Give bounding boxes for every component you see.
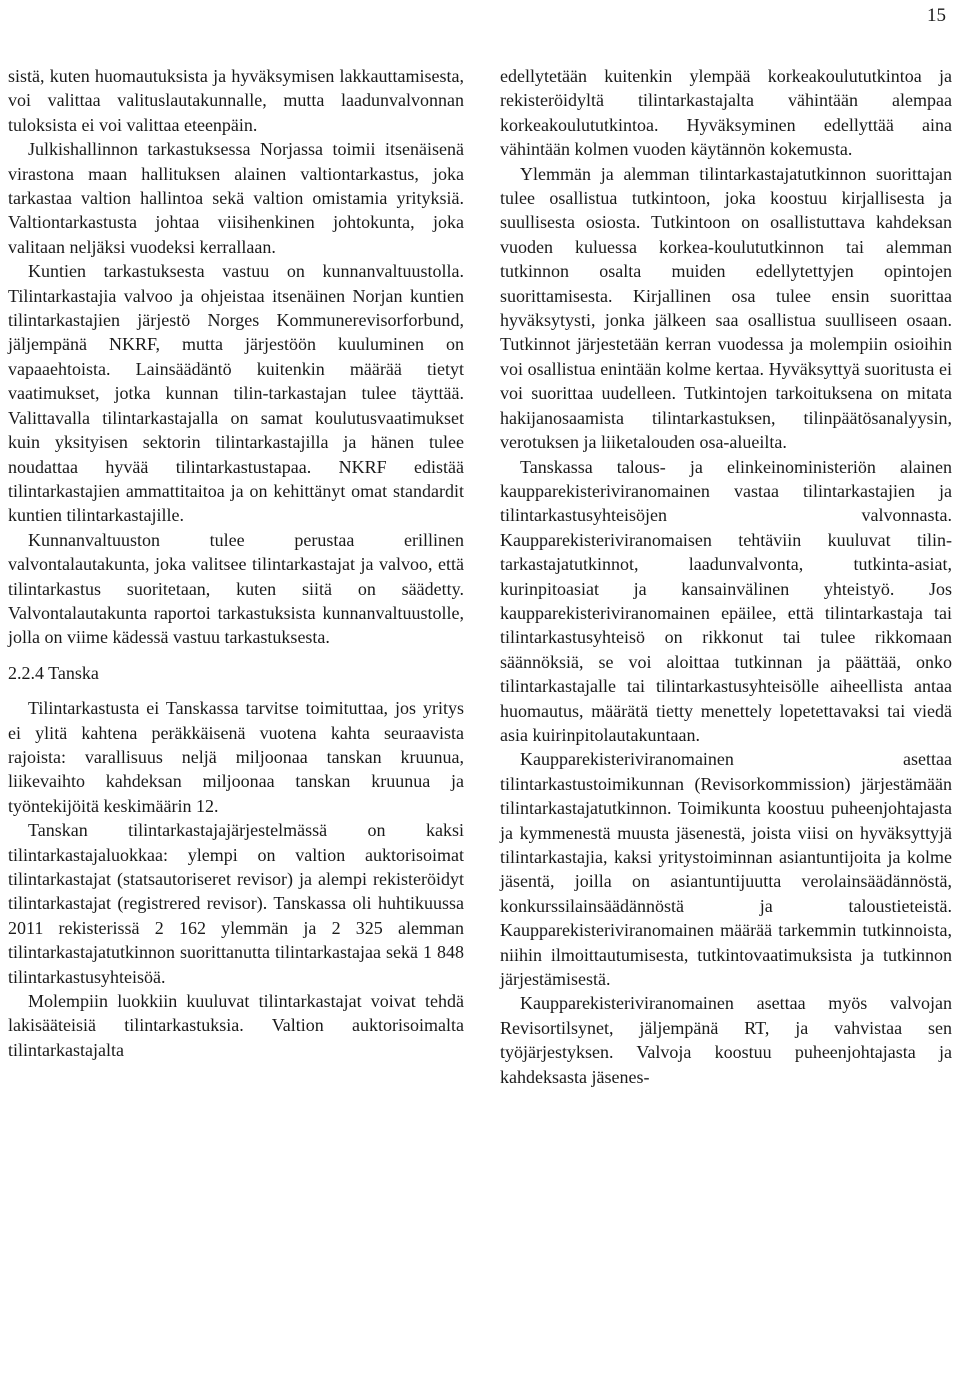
paragraph: Tanskassa talous- ja elinkeinoministeriön alainen kaupparekisteriviranomainen vastaa tilintarkastajien ja tilintarkastusyhteisöjen valvonnasta. Kaupparekisteriviranomaisen tehtäviin kuuluvat tilin-tarkastajatutkinnot, laadunvalvonta, tutkinta-asiat, kurinpitoasiat ja kansainvälinen yhteistyö. Jos kaupparekisteriviranomainen epäilee, että tilintarkastaja tai tilintarkastusyhteisö on rikkonut tai tulee rikkomaan säännöksiä, se voi aloittaa tutkinnan ja päättää, onko tilintarkastajalle tai tilintarkastusyhteisölle aiheellista antaa huomautus, määrätä tietty menettely lopetettavaksi tai viedä asia kuirinpitolautakuntaan. [500,456,952,745]
paragraph: Tilintarkastusta ei Tanskassa tarvitse toimituttaa, jos yritys ei ylitä kahtena peräkkäisenä vuotena kahta seuraavista rajoista: varallisuus neljä miljoonaa tanskan kruunua, liikevaihto kahdeksan miljoonaa tanskan kruunua ja työntekijöitä keskimäärin 12. [8,698,464,816]
section-heading: 2.2.4 Tanska [8,662,99,683]
paragraph: sistä, kuten huomautuksista ja hyväksymisen lakkauttamisesta, voi valittaa valituslautakunnalle, mutta laadunvalvonnan tuloksista ei voi valittaa eteenpäin. [8,66,464,135]
paragraph: edellytetään kuitenkin ylempää korkeakoulututkintoa ja rekisteröidyltä tilintarkastajalta vähintään alempaa korkeakoulututkintoa. Hyväksyminen edellyttää aina vähintään kolmen vuoden käytännön kokemusta. [500,66,952,160]
paragraph: Tanskan tilintarkastajajärjestelmässä on kaksi tilintarkastajaluokkaa: ylempi on valtion auktorisoimat tilintarkastajat (statsautoriseret revisor) ja alempi rekisteröidyt tilintarkastajat (registrered revisor). Tanskassa oli huhtikuussa 2011 rekisterissä 2 162 ylemmän ja 2 325 alemman tilintarkastajatutkinnon suorittanutta tilintarkastajaa sekä 1 848 tilintarkastusyhteisöä. [8,820,464,987]
right-column [500,64,952,1089]
paragraph: Molempiin luokkiin kuuluvat tilintarkastajat voivat tehdä lakisääteisiä tilintarkastuksia. Valtion auktorisoimalta tilintarkastajalta [8,991,464,1060]
paragraph: Kuntien tarkastuksesta vastuu on kunnanvaltuustolla. Tilintarkastajia valvoo ja ohjeistaa itsenäinen Norjan kuntien tilintarkastajien järjestö Norges Kommunerevisorforbund, jäljempänä NKRF, mutta järjestöön kuuluminen on vapaaehtoista. Lainsäädäntö kuitenkin määrää tietyt vaatimukset, jotka kunnan tilin-tarkastajan tulee täyttää. Valittavalla tilintarkastajalla on samat koulutusvaatimukset kuin yksityisen sektorin tilintarkastajilla ja hänen tulee noudattaa hyvää tilintarkastustapaa. NKRF edistää tilintarkastajien ammattitaitoa ja on kehittänyt omat standardit kuntien tilintarkastajille. [8,261,464,526]
paragraph: Kaupparekisteriviranomainen asettaa myös valvojan Revisortilsynet, jäljempänä RT, ja vahvistaa sen työjärjestyksen. Valvoja koostuu puheenjohtajasta ja kahdeksasta jäsenes- [500,993,952,1087]
left-column [8,64,464,1062]
paragraph: Kunnanvaltuuston tulee perustaa erillinen valvontalautakunta, joka valitsee tilintarkastajat ja valvoo, että tilintarkastus suoritetaan, kuten siitä on säädetty. Valvontalautakunta raportoi tarkastuksista kunnanvaltuustolle, jolla on viime kädessä vastuu tarkastuksesta. [8,529,464,648]
paragraph: Julkishallinnon tarkastuksessa Norjassa toimii itsenäisenä virastona maan hallituksen alainen valtiontarkastus, joka tarkastaa valtion hallintoa sekä valtion omistamia yrityksiä. Valtiontarkastusta johtaa viisihenkinen johtokunta, joka valitaan neljäksi vuodeksi kerrallaan. [8,139,464,257]
paragraph: Ylemmän ja alemman tilintarkastajatutkinnon suorittajan tulee osallistua tutkintoon, joka koostuu kirjallisesta ja suullisesta osiosta. Tutkintoon on osallistuttava kahdeksan vuoden kuluessa korkea-koulututkinnon tai alemman tutkinnon osalta muiden edellytettyjen opintojen suorittamisesta. Kirjallinen osa tulee ensin suorittaa hyväksytysti, jonka jälkeen saa osallistua suulliseen osaan. Tutkinnot järjestetään kerran vuodessa ja molempiin osioihin voi osallistua enintään kolme kertaa. Hyväksyttyä suoritusta ei voi suorittaa uudelleen. Tutkintojen tarkoituksena on mitata hakijanosaamista tilintarkastuksen, tilinpäätösanalyysin, verotuksen ja liiketalouden osa-alueilta. [500,163,952,453]
paragraph: Kaupparekisteriviranomainen asettaa tilintarkastustoimikunnan (Revisorkommission) järjestämään tilintarkastajatutkinnon. Toimikunta koostuu puheenjohtajasta ja kymmenestä muusta jäsenestä, joista viisi on hyväksyttyjä tilintarkastajia, kaksi yritystoiminnan asiantuntijoita ja kolme jäsentä, joilla on asiantuntijuutta verolainsäädännöstä, konkurssilainsäädännöstä ja taloustieteistä. Kaupparekisteriviranomainen määrää tarkemmin tutkinnoista, niihin ilmoittautumisesta, tutkintovaatimuksista ja tutkinnon järjestämisestä. [500,749,952,990]
page-number: 15 [927,5,946,26]
